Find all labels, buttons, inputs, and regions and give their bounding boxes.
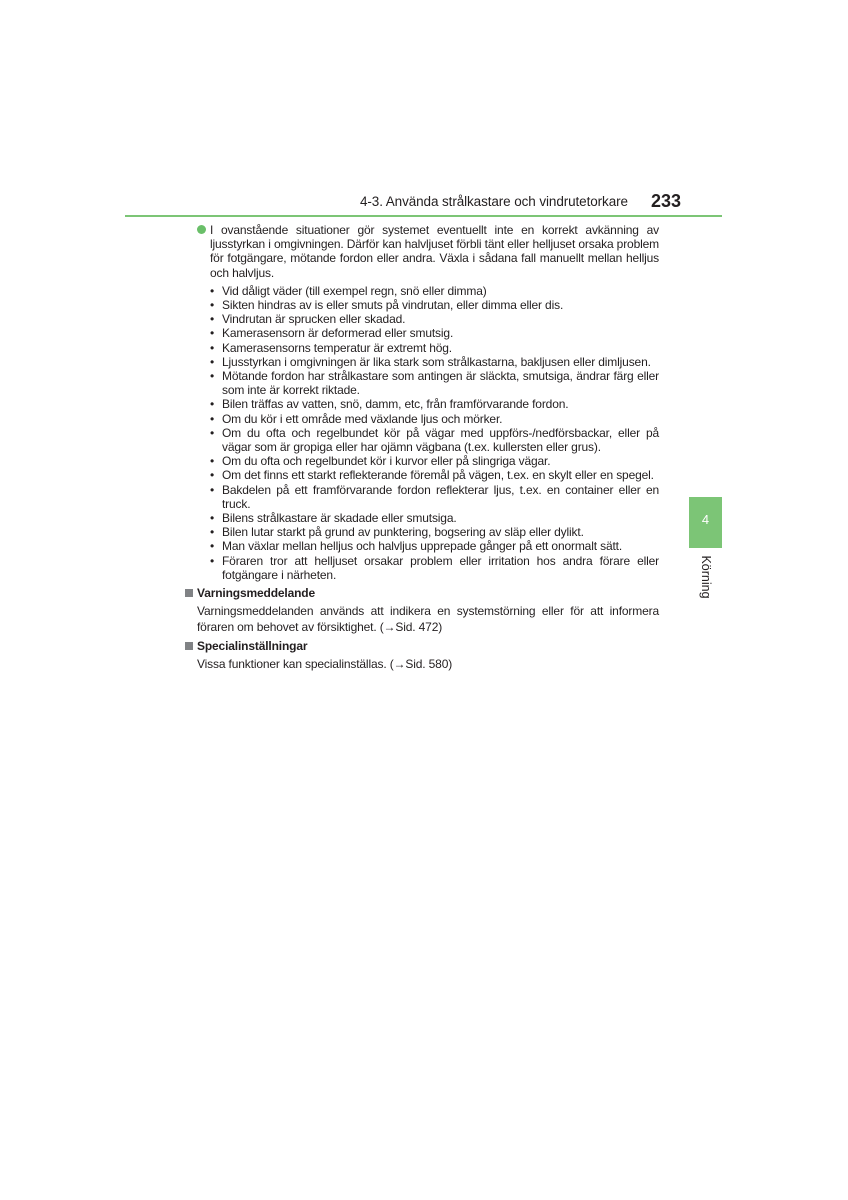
list-item xyxy=(210,468,659,482)
bullet-icon: • xyxy=(210,525,215,540)
conditions-list xyxy=(197,284,659,582)
chapter-tab[interactable] xyxy=(689,497,722,548)
bullet-icon: • xyxy=(210,411,215,426)
list-item-text: Om du ofta och regelbundet kör på vägar med uppförs-/nedförsbackar, eller på vägar som är gropiga eller har ojämn vägbana (t.ex. kullersten eller grus). xyxy=(222,425,659,455)
list-item-text: Vid dåligt väder (till exempel regn, snö eller dimma) xyxy=(222,283,487,298)
list-item-text: Bilen träffas av vatten, snö, damm, etc, från framförvarande fordon. xyxy=(222,397,569,412)
bullet-icon: • xyxy=(210,425,215,440)
bullet-icon: • xyxy=(210,553,215,568)
section xyxy=(197,585,659,635)
section-heading xyxy=(185,638,659,655)
intro-text: I ovanstående situationer gör systemet eventuellt inte en korrekt avkänning av ljusstyrkan i omgivningen. Därför kan halvljuset förbli tänt eller helljuset orsaka problem för fotgängare, mötande fordon eller andra. Växla i sådana fall manuellt mellan helljus och halvljus. xyxy=(210,223,659,280)
list-item xyxy=(210,284,659,298)
list-item-text: Bakdelen på ett framförvarande fordon reflekterar ljus, t.ex. en container eller en truck. xyxy=(222,482,659,511)
bullet-icon: • xyxy=(210,298,215,313)
list-item-text: Om det finns ett starkt reflekterande föremål på vägen, t.ex. en skylt eller en spegel. xyxy=(222,468,654,483)
chapter-number: 4 xyxy=(701,512,710,527)
page-number: 233 xyxy=(651,191,682,211)
bullet-icon: • xyxy=(210,369,215,384)
list-item xyxy=(210,511,659,525)
list-item xyxy=(210,454,659,468)
bullet-icon: • xyxy=(210,312,215,327)
section-title: 4-3. Använda strålkastare och vindrutetorkare xyxy=(360,194,628,209)
list-item xyxy=(210,326,659,340)
list-item-text: Ljusstyrkan i omgivningen är lika stark som strålkastarna, bakljusen eller dimljusen. xyxy=(222,354,651,369)
list-item-text: Vindrutan är sprucken eller skadad. xyxy=(222,312,406,327)
list-item xyxy=(210,341,659,355)
sections xyxy=(197,585,659,672)
list-item-text: Man växlar mellan helljus och halvljus upprepade gånger på ett onormalt sätt. xyxy=(222,539,623,554)
list-item-text: Föraren tror att helljuset orsakar problem eller irritation hos andra förare eller fotgängare i närheten. xyxy=(222,553,659,582)
list-item-text: Mötande fordon har strålkastare som antingen är släckta, smutsiga, ändrar färg eller som inte är korrekt riktade. xyxy=(222,369,659,398)
list-item-text: Bilen lutar starkt på grund av punktering, bogsering av släp eller dylikt. xyxy=(222,525,584,540)
list-item xyxy=(210,298,659,312)
bullet-icon: • xyxy=(210,539,215,554)
section-body: Varningsmeddelanden används att indikera en systemstörning eller för att informera föraren om behovet av försiktighet. (→Sid. 472) xyxy=(197,604,659,635)
list-item xyxy=(210,312,659,326)
list-item-text: Om du kör i ett område med växlande ljus och mörker. xyxy=(222,411,503,426)
section-heading-text: Specialinställningar xyxy=(197,639,308,654)
list-item xyxy=(210,426,659,454)
section xyxy=(197,638,659,672)
section-heading-text: Varningsmeddelande xyxy=(197,586,316,601)
list-item-text: Om du ofta och regelbundet kör i kurvor eller på slingriga vägar. xyxy=(222,454,551,469)
intro-paragraph xyxy=(197,223,659,280)
list-item xyxy=(210,369,659,397)
list-item-text: Kamerasensorns temperatur är extremt hög. xyxy=(222,340,452,355)
main-content xyxy=(197,223,659,672)
list-item-text: Kamerasensorn är deformerad eller smutsig. xyxy=(222,326,454,341)
bullet-icon: • xyxy=(210,283,215,298)
section-body: Vissa funktioner kan specialinställas. (→Sid. 580) xyxy=(197,657,453,672)
list-item xyxy=(210,412,659,426)
bullet-icon: • xyxy=(210,340,215,355)
list-item xyxy=(210,397,659,411)
section-heading xyxy=(185,585,659,602)
list-item xyxy=(210,525,659,539)
list-item xyxy=(210,483,659,511)
bullet-icon: • xyxy=(210,468,215,483)
chapter-label: Körning xyxy=(699,555,713,599)
bullet-icon: • xyxy=(210,397,215,412)
bullet-icon: • xyxy=(210,354,215,369)
list-item xyxy=(210,355,659,369)
list-item-text: Bilens strålkastare är skadade eller smutsiga. xyxy=(222,511,457,526)
square-bullet-icon xyxy=(185,589,193,597)
list-item-text: Sikten hindras av is eller smuts på vindrutan, eller dimma eller dis. xyxy=(222,298,564,313)
list-item xyxy=(210,539,659,553)
bullet-icon: • xyxy=(210,454,215,469)
bullet-icon: • xyxy=(210,482,215,497)
list-item xyxy=(210,554,659,582)
header-divider xyxy=(125,215,722,217)
square-bullet-icon xyxy=(185,642,193,650)
green-bullet-icon xyxy=(197,225,206,234)
bullet-icon: • xyxy=(210,326,215,341)
bullet-icon: • xyxy=(210,511,215,526)
